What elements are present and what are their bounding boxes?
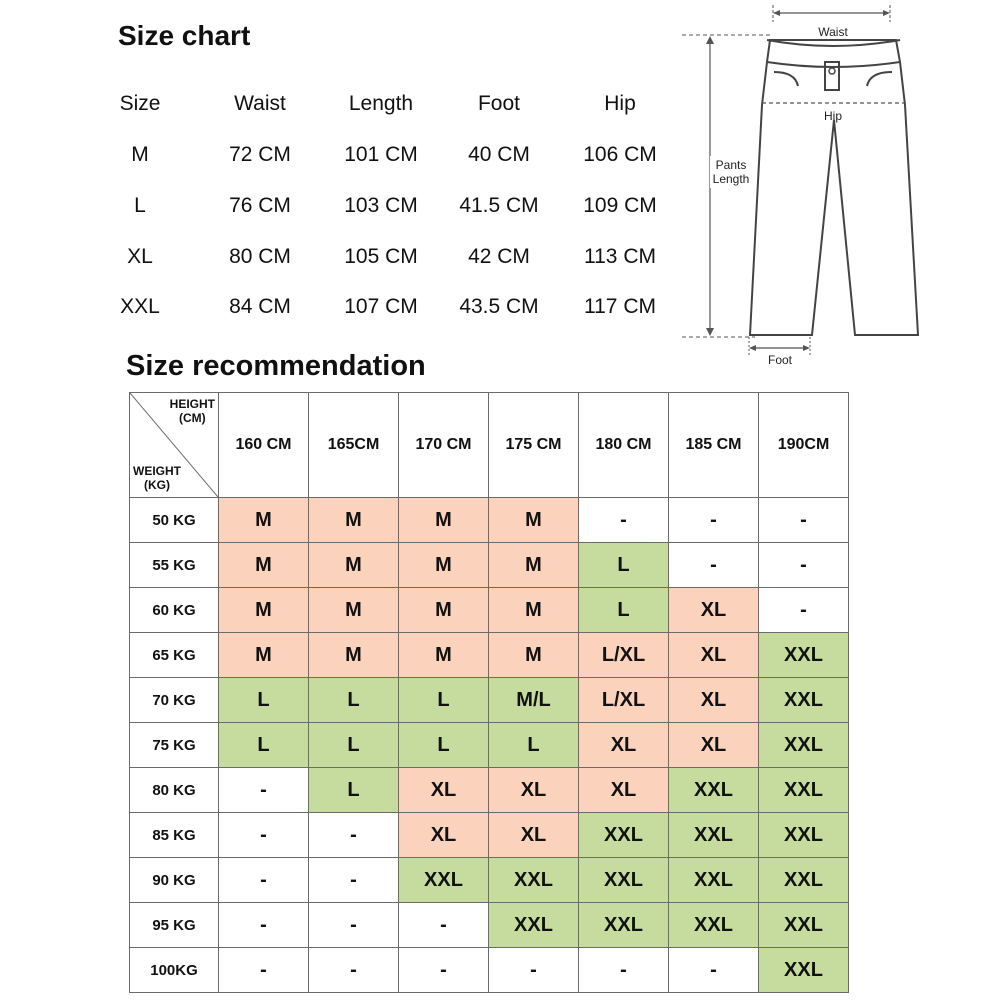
size-cell: - bbox=[489, 948, 579, 993]
size-chart-value: 42 CM bbox=[468, 245, 530, 268]
size-cell: - bbox=[669, 543, 759, 588]
size-chart-value: 103 CM bbox=[344, 194, 418, 217]
weight-header: 70 KG bbox=[130, 678, 219, 723]
height-header: 160 CM bbox=[219, 393, 309, 498]
size-cell: M bbox=[309, 543, 399, 588]
size-chart-value: 43.5 CM bbox=[459, 295, 539, 318]
size-cell: XXL bbox=[759, 948, 849, 993]
size-cell: XXL bbox=[759, 768, 849, 813]
size-chart-header: Waist bbox=[234, 92, 286, 115]
size-cell: XXL bbox=[489, 858, 579, 903]
size-chart-value: 101 CM bbox=[344, 143, 418, 166]
size-cell: M bbox=[489, 498, 579, 543]
size-cell: M bbox=[399, 633, 489, 678]
size-cell: M bbox=[219, 543, 309, 588]
size-cell: - bbox=[759, 498, 849, 543]
size-cell: - bbox=[579, 498, 669, 543]
size-cell: XL bbox=[669, 723, 759, 768]
size-chart-value: 72 CM bbox=[229, 143, 291, 166]
size-cell: - bbox=[219, 903, 309, 948]
table-row bbox=[130, 588, 849, 633]
size-cell: M bbox=[399, 543, 489, 588]
size-cell: - bbox=[399, 903, 489, 948]
height-header: 170 CM bbox=[399, 393, 489, 498]
size-cell: - bbox=[669, 948, 759, 993]
hip-label: Hip bbox=[823, 109, 843, 123]
size-cell: XL bbox=[399, 768, 489, 813]
size-cell: - bbox=[219, 813, 309, 858]
size-cell: L bbox=[219, 678, 309, 723]
table-row bbox=[130, 768, 849, 813]
size-chart-size: M bbox=[131, 143, 149, 166]
size-recommendation-title: Size recommendation bbox=[126, 350, 426, 382]
size-cell: XXL bbox=[759, 813, 849, 858]
size-chart-value: 107 CM bbox=[344, 295, 418, 318]
size-cell: L/XL bbox=[579, 633, 669, 678]
height-header: 190CM bbox=[759, 393, 849, 498]
size-cell: XXL bbox=[759, 858, 849, 903]
size-cell: XXL bbox=[579, 903, 669, 948]
size-chart-value: 117 CM bbox=[584, 295, 656, 318]
size-cell: XXL bbox=[669, 768, 759, 813]
size-cell: L/XL bbox=[579, 678, 669, 723]
size-chart-header: Hip bbox=[604, 92, 636, 115]
size-chart-header: Foot bbox=[477, 92, 521, 115]
weight-header: 65 KG bbox=[130, 633, 219, 678]
size-cell: - bbox=[309, 858, 399, 903]
size-cell: XXL bbox=[399, 858, 489, 903]
size-chart-value: 113 CM bbox=[584, 245, 656, 268]
size-cell: - bbox=[219, 858, 309, 903]
size-cell: XL bbox=[489, 813, 579, 858]
size-cell: L bbox=[579, 543, 669, 588]
size-chart-title: Size chart bbox=[118, 20, 251, 51]
size-cell: - bbox=[579, 948, 669, 993]
size-cell: XXL bbox=[579, 858, 669, 903]
size-cell: - bbox=[309, 903, 399, 948]
size-cell: M bbox=[399, 588, 489, 633]
size-chart-value: 84 CM bbox=[229, 295, 291, 318]
size-cell: - bbox=[759, 543, 849, 588]
size-cell: M bbox=[489, 588, 579, 633]
size-cell: - bbox=[399, 948, 489, 993]
size-cell: XXL bbox=[489, 903, 579, 948]
size-cell: M bbox=[489, 543, 579, 588]
size-cell: - bbox=[309, 948, 399, 993]
size-cell: L bbox=[399, 678, 489, 723]
weight-header: 75 KG bbox=[130, 723, 219, 768]
size-cell: XL bbox=[579, 768, 669, 813]
size-cell: XXL bbox=[669, 903, 759, 948]
size-chart-value: 40 CM bbox=[468, 143, 530, 166]
foot-label: Foot bbox=[767, 353, 793, 367]
header-row bbox=[130, 393, 849, 498]
table-row bbox=[130, 948, 849, 993]
size-cell: - bbox=[669, 498, 759, 543]
size-cell: - bbox=[309, 813, 399, 858]
size-chart-value: 41.5 CM bbox=[459, 194, 539, 217]
size-chart-value: 105 CM bbox=[344, 245, 418, 268]
table-row bbox=[130, 903, 849, 948]
table-row bbox=[130, 633, 849, 678]
size-cell: XXL bbox=[759, 723, 849, 768]
size-cell: - bbox=[219, 948, 309, 993]
size-cell: M/L bbox=[489, 678, 579, 723]
height-header: 165CM bbox=[309, 393, 399, 498]
size-chart-header: Size bbox=[119, 92, 161, 115]
height-axis-label: HEIGHT (CM) bbox=[169, 397, 215, 425]
size-cell: L bbox=[309, 723, 399, 768]
table-row bbox=[130, 858, 849, 903]
size-cell: L bbox=[489, 723, 579, 768]
size-cell: XL bbox=[579, 723, 669, 768]
size-cell: XL bbox=[399, 813, 489, 858]
size-cell: XXL bbox=[579, 813, 669, 858]
size-cell: XXL bbox=[669, 813, 759, 858]
size-cell: M bbox=[219, 498, 309, 543]
waist-label: Waist bbox=[818, 25, 848, 39]
weight-header: 60 KG bbox=[130, 588, 219, 633]
size-cell: XL bbox=[669, 633, 759, 678]
size-chart-value: 106 CM bbox=[583, 143, 657, 166]
size-cell: M bbox=[219, 633, 309, 678]
size-chart-size: XL bbox=[127, 245, 153, 268]
weight-axis-label: WEIGHT (KG) bbox=[133, 464, 181, 492]
size-recommendation-table bbox=[129, 392, 849, 993]
length-label-line2: Length bbox=[712, 172, 750, 186]
size-cell: M bbox=[309, 633, 399, 678]
size-cell: M bbox=[489, 633, 579, 678]
size-cell: XL bbox=[669, 678, 759, 723]
height-header: 180 CM bbox=[579, 393, 669, 498]
size-chart-size: XXL bbox=[120, 295, 160, 318]
weight-header: 90 KG bbox=[130, 858, 219, 903]
size-cell: XXL bbox=[759, 903, 849, 948]
weight-header: 100KG bbox=[130, 948, 219, 993]
table-row bbox=[130, 498, 849, 543]
size-chart-value: 109 CM bbox=[583, 194, 657, 217]
size-cell: XXL bbox=[759, 678, 849, 723]
size-cell: M bbox=[309, 588, 399, 633]
corner-cell bbox=[130, 393, 219, 498]
weight-header: 95 KG bbox=[130, 903, 219, 948]
size-cell: XXL bbox=[759, 633, 849, 678]
size-cell: L bbox=[579, 588, 669, 633]
size-cell: - bbox=[759, 588, 849, 633]
size-chart-value: 80 CM bbox=[229, 245, 291, 268]
size-cell: XL bbox=[489, 768, 579, 813]
size-chart-size: L bbox=[134, 194, 146, 217]
size-chart-header: Length bbox=[348, 92, 414, 115]
weight-header: 50 KG bbox=[130, 498, 219, 543]
size-cell: L bbox=[309, 678, 399, 723]
size-cell: M bbox=[399, 498, 489, 543]
size-chart-value: 76 CM bbox=[229, 194, 291, 217]
pants-diagram bbox=[670, 0, 990, 380]
size-cell: M bbox=[219, 588, 309, 633]
weight-header: 80 KG bbox=[130, 768, 219, 813]
size-cell: L bbox=[219, 723, 309, 768]
height-header: 185 CM bbox=[669, 393, 759, 498]
size-cell: XXL bbox=[669, 858, 759, 903]
size-cell: L bbox=[399, 723, 489, 768]
table-row bbox=[130, 723, 849, 768]
size-cell: M bbox=[309, 498, 399, 543]
size-cell: XL bbox=[669, 588, 759, 633]
table-row bbox=[130, 678, 849, 723]
pants-outline bbox=[750, 40, 918, 335]
weight-header: 85 KG bbox=[130, 813, 219, 858]
size-cell: L bbox=[309, 768, 399, 813]
size-cell: - bbox=[219, 768, 309, 813]
table-row bbox=[130, 543, 849, 588]
height-header: 175 CM bbox=[489, 393, 579, 498]
length-label-line1: Pants bbox=[715, 158, 747, 172]
weight-header: 55 KG bbox=[130, 543, 219, 588]
table-row bbox=[130, 813, 849, 858]
